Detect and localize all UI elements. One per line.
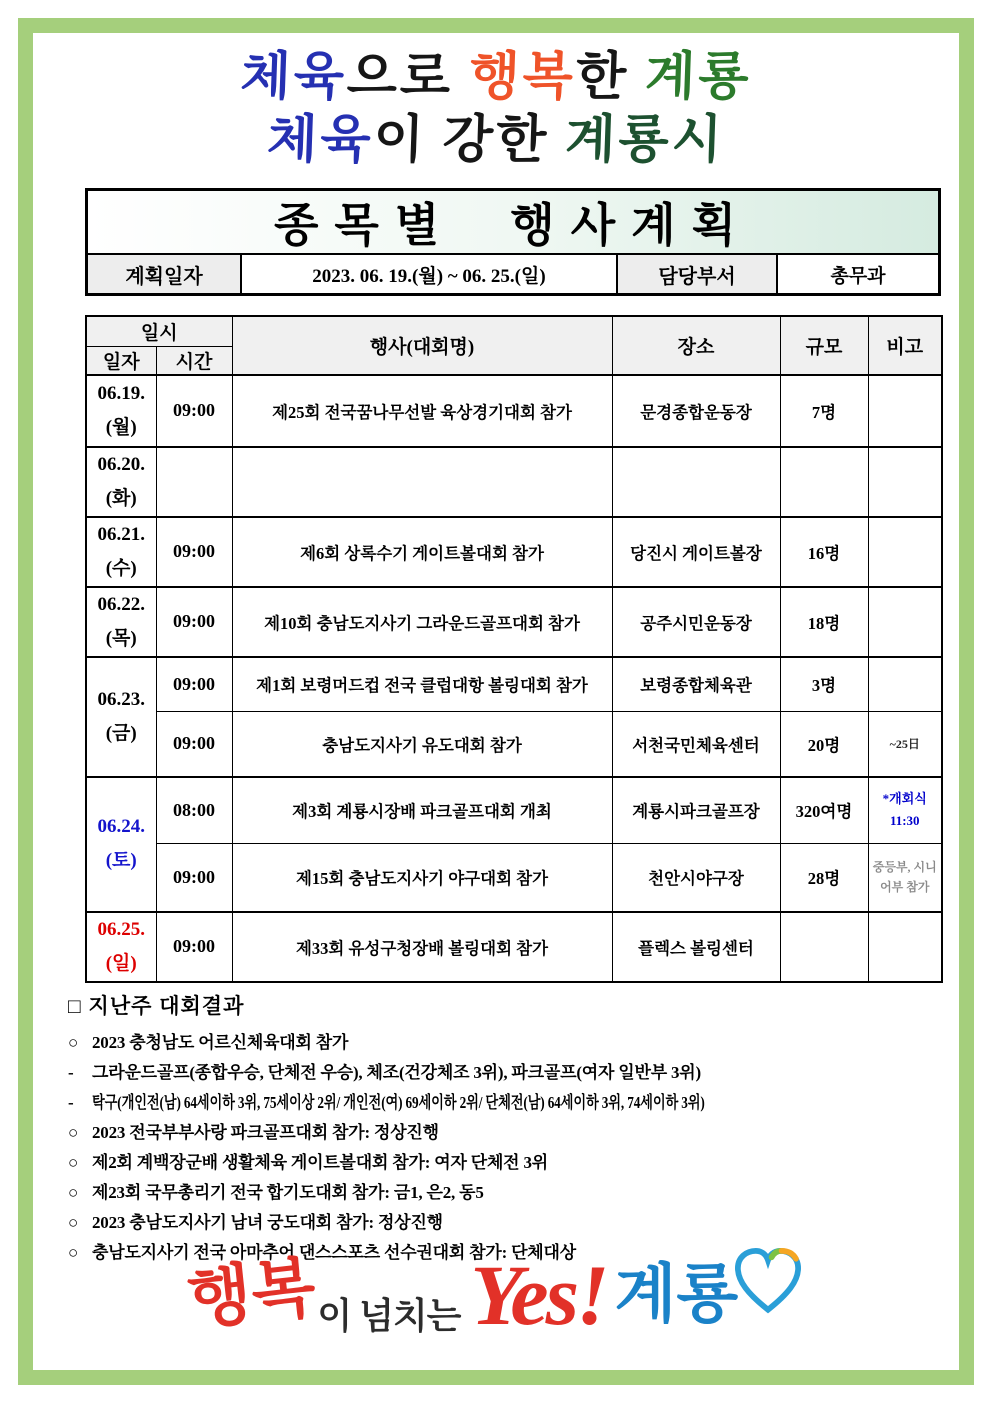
scale-cell: 16명 bbox=[780, 517, 868, 587]
logo-yes-text: Yes! bbox=[470, 1247, 607, 1343]
table-row bbox=[86, 587, 942, 657]
header-scale: 규모 bbox=[780, 316, 868, 375]
slogan-word: 행복 bbox=[468, 49, 577, 106]
slogan-word: 이 강한 bbox=[372, 112, 567, 169]
event-cell: 제10회 충남도지사기 그라운드골프대회 참가 bbox=[232, 587, 612, 657]
date-cell bbox=[86, 587, 156, 657]
event-cell: 제33회 유성구청장배 볼링대회 참가 bbox=[232, 912, 612, 982]
note-text: 11:30 bbox=[889, 813, 920, 829]
result-text: 충남도지사기 전국 아마추어 댄스스포츠 선수권대회 참가: 단체대상 bbox=[92, 1243, 576, 1262]
place-cell: 서천국민체육센터 bbox=[612, 712, 780, 777]
plan-date-value: 2023. 06. 19.(월) ~ 06. 25.(일) bbox=[240, 255, 616, 293]
slogan-word: 으로 bbox=[345, 49, 471, 106]
result-item bbox=[68, 1148, 944, 1178]
circle-bullet-icon: ○ bbox=[68, 1153, 79, 1172]
slogan-line-1 bbox=[0, 46, 992, 109]
time-cell: 08:00 bbox=[156, 777, 232, 844]
result-text: 그라운드골프(종합우승, 단체전 우승), 체조(건강체조 3위), 파크골프(여자 일반부 3위) bbox=[92, 1063, 701, 1082]
slogan bbox=[0, 46, 992, 172]
day-text: (금) bbox=[105, 722, 137, 744]
date-cell bbox=[86, 447, 156, 517]
results-heading bbox=[68, 990, 944, 1020]
event-schedule-table bbox=[85, 315, 943, 983]
dash-bullet-icon: - bbox=[68, 1093, 74, 1112]
time-cell: 09:00 bbox=[156, 517, 232, 587]
table-row bbox=[86, 844, 942, 912]
result-text: 제23회 국무총리기 전국 합기도대회 참가: 금1, 은2, 동5 bbox=[92, 1183, 484, 1202]
header-time: 시간 bbox=[156, 346, 232, 375]
table-row bbox=[86, 657, 942, 712]
header-event: 행사(대회명) bbox=[232, 316, 612, 375]
scale-cell: 3명 bbox=[780, 657, 868, 712]
result-item bbox=[68, 1208, 944, 1238]
day-text: (토) bbox=[105, 850, 137, 871]
note-cell bbox=[868, 517, 942, 587]
date-text: 06.24. bbox=[97, 816, 145, 837]
plan-date-label: 계획일자 bbox=[88, 255, 240, 293]
date-text: 06.23. bbox=[97, 688, 145, 710]
event-cell: 제25회 전국꿈나무선발 육상경기대회 참가 bbox=[232, 375, 612, 447]
slogan-word: 체육 bbox=[266, 112, 375, 169]
place-cell: 문경종합운동장 bbox=[612, 375, 780, 447]
note-cell bbox=[868, 777, 942, 844]
circle-bullet-icon: ○ bbox=[68, 1183, 79, 1202]
place-cell: 보령종합체육관 bbox=[612, 657, 780, 712]
result-item bbox=[68, 1088, 944, 1118]
note-cell bbox=[868, 657, 942, 712]
table-row bbox=[86, 777, 942, 844]
scale-cell: 18명 bbox=[780, 587, 868, 657]
date-text: 06.25. bbox=[97, 918, 145, 940]
scale-cell bbox=[780, 912, 868, 982]
place-cell: 플렉스 볼링센터 bbox=[612, 912, 780, 982]
last-week-results-section bbox=[68, 990, 944, 1268]
header-date: 일자 bbox=[86, 346, 156, 375]
day-text: (목) bbox=[105, 627, 137, 649]
event-cell bbox=[232, 447, 612, 517]
place-cell: 당진시 게이트볼장 bbox=[612, 517, 780, 587]
event-cell: 제6회 상록수기 게이트볼대회 참가 bbox=[232, 517, 612, 587]
time-cell: 09:00 bbox=[156, 712, 232, 777]
day-text: (월) bbox=[105, 416, 137, 438]
slogan-word: 체육 bbox=[239, 49, 348, 106]
header-note: 비고 bbox=[868, 316, 942, 375]
date-cell bbox=[86, 777, 156, 912]
circle-bullet-icon: ○ bbox=[68, 1243, 79, 1262]
place-cell: 계룡시파크골프장 bbox=[612, 777, 780, 844]
result-text: 2023 전국부부사랑 파크골프대회 참가: 정상진행 bbox=[92, 1123, 439, 1142]
department-label: 담당부서 bbox=[616, 255, 776, 293]
result-item bbox=[68, 1058, 944, 1088]
note-text: *개회식 bbox=[882, 791, 927, 807]
scale-cell: 28명 bbox=[780, 844, 868, 912]
date-cell bbox=[86, 375, 156, 447]
date-text: 06.22. bbox=[97, 593, 145, 615]
slogan-word: 계룡 bbox=[644, 49, 753, 106]
result-text: 탁구(개인전(남) 64세이하 3위, 75세이상 2위/ 개인전(여) 69세이하 2위/ 단체전(남) 64세이하 3위, 74세이하 3위) bbox=[92, 1093, 705, 1112]
note-cell bbox=[868, 587, 942, 657]
table-row bbox=[86, 517, 942, 587]
table-row bbox=[86, 912, 942, 982]
results-heading-text: 지난주 대회결과 bbox=[88, 995, 245, 1018]
dash-bullet-icon: - bbox=[68, 1063, 74, 1082]
result-item bbox=[68, 1118, 944, 1148]
date-cell bbox=[86, 657, 156, 777]
day-text: (화) bbox=[105, 487, 137, 509]
header-place: 장소 bbox=[612, 316, 780, 375]
department-value: 총무과 bbox=[776, 255, 938, 293]
square-bullet-icon: □ bbox=[68, 995, 82, 1018]
result-text: 제2회 계백장군배 생활체육 게이트볼대회 참가: 여자 단체전 3위 bbox=[92, 1153, 548, 1172]
date-text: 06.19. bbox=[97, 382, 145, 404]
note-cell bbox=[868, 912, 942, 982]
logo-happy-text: 행복 bbox=[184, 1251, 319, 1338]
place-cell: 공주시민운동장 bbox=[612, 587, 780, 657]
time-cell: 09:00 bbox=[156, 587, 232, 657]
day-text: (수) bbox=[105, 557, 137, 579]
result-item bbox=[68, 1178, 944, 1208]
time-cell: 09:00 bbox=[156, 844, 232, 912]
note-cell: 중등부, 시니어부 참가 bbox=[868, 844, 942, 912]
header-datetime: 일시 bbox=[86, 316, 232, 346]
slogan-line-2 bbox=[0, 109, 992, 172]
event-cell: 제15회 충남도지사기 야구대회 참가 bbox=[232, 844, 612, 912]
result-item bbox=[68, 1028, 944, 1058]
place-cell: 천안시야구장 bbox=[612, 844, 780, 912]
event-cell: 충남도지사기 유도대회 참가 bbox=[232, 712, 612, 777]
slogan-word: 계룡시 bbox=[564, 112, 726, 169]
note-cell bbox=[868, 375, 942, 447]
plan-date-row bbox=[88, 255, 938, 293]
date-text: 06.21. bbox=[97, 523, 145, 545]
time-cell: 09:00 bbox=[156, 912, 232, 982]
scale-cell: 7명 bbox=[780, 375, 868, 447]
time-cell: 09:00 bbox=[156, 375, 232, 447]
circle-bullet-icon: ○ bbox=[68, 1123, 79, 1142]
date-cell bbox=[86, 517, 156, 587]
time-cell: 09:00 bbox=[156, 657, 232, 712]
title-table bbox=[85, 188, 941, 296]
result-text: 2023 충남도지사기 남녀 궁도대회 참가: 정상진행 bbox=[92, 1213, 443, 1232]
scale-cell bbox=[780, 447, 868, 517]
logo-mid-text: 이 넘치는 bbox=[317, 1296, 461, 1336]
slogan-word: 한 bbox=[574, 49, 647, 106]
note-cell: ~25日 bbox=[868, 712, 942, 777]
page-title: 종목별 행사계획 bbox=[88, 191, 938, 255]
event-cell: 제3회 계룡시장배 파크골프대회 개최 bbox=[232, 777, 612, 844]
day-text: (일) bbox=[105, 952, 137, 974]
result-text: 2023 충청남도 어르신체육대회 참가 bbox=[92, 1033, 349, 1052]
place-cell bbox=[612, 447, 780, 517]
logo-city-text: 계룡 bbox=[614, 1259, 739, 1330]
table-row bbox=[86, 712, 942, 777]
scale-cell: 20명 bbox=[780, 712, 868, 777]
circle-bullet-icon: ○ bbox=[68, 1033, 79, 1052]
yes-gyeryong-logo bbox=[0, 1247, 992, 1343]
note-cell bbox=[868, 447, 942, 517]
table-row bbox=[86, 447, 942, 517]
scale-cell: 320여명 bbox=[780, 777, 868, 844]
time-cell bbox=[156, 447, 232, 517]
event-cell: 제1회 보령머드컵 전국 클럽대항 볼링대회 참가 bbox=[232, 657, 612, 712]
date-cell bbox=[86, 912, 156, 982]
date-text: 06.20. bbox=[97, 453, 145, 475]
circle-bullet-icon: ○ bbox=[68, 1213, 79, 1232]
table-row bbox=[86, 375, 942, 447]
heart-icon bbox=[732, 1248, 804, 1314]
